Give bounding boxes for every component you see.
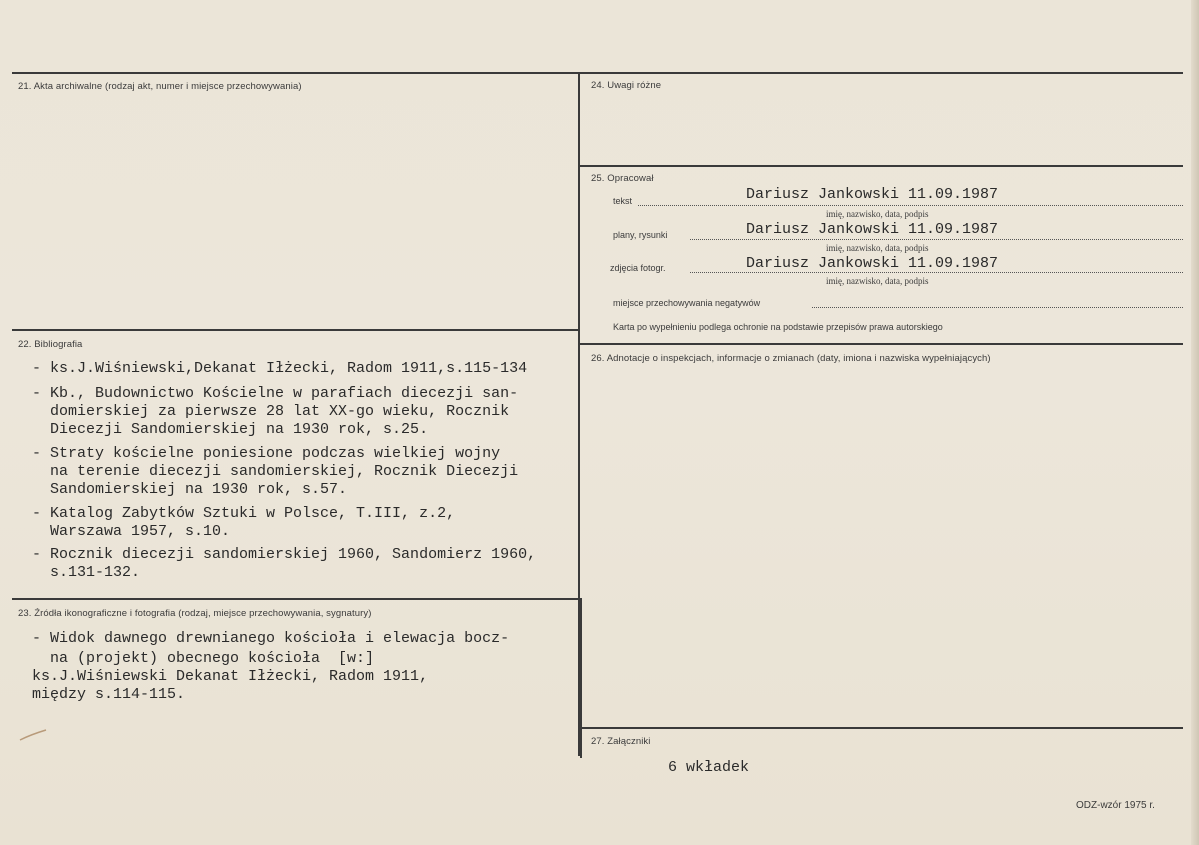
bibliography-line: Sandomierskiej na 1930 rok, s.57. (32, 481, 348, 498)
iconography-line: - Widok dawnego drewnianego kościoła i elewacja bocz- (32, 630, 510, 647)
negatives-label: miejsce przechowywania negatywów (613, 298, 761, 308)
text-row-line (638, 205, 1183, 206)
rule-21-22 (12, 329, 578, 331)
bibliography-line: - ks.J.Wiśniewski,Dekanat Iłżecki, Radom 1911,s.115-134 (32, 360, 528, 377)
bibliography-line: - Rocznik diecezji sandomierskiej 1960, Sandomierz 1960, (32, 546, 537, 563)
protection-note: Karta po wypełnieniu podlega ochronie na podstawie przepisów prawa autorskiego (613, 322, 943, 332)
text-row-label: tekst (613, 196, 633, 206)
photos-row-caption: imię, nazwisko, data, podpis (826, 276, 929, 286)
section-25-label: 25. Opracował (591, 173, 654, 184)
bibliography-line: Warszawa 1957, s.10. (32, 523, 231, 540)
plans-row-line (690, 239, 1183, 240)
rule-26-27 (580, 727, 1183, 729)
section-22-label: 22. Bibliografia (18, 339, 83, 350)
iconography-line: ks.J.Wiśniewski Dekanat Iłżecki, Radom 1911, (32, 668, 429, 685)
section-23-label: 23. Źródła ikonograficzne i fotografia (rodzaj, miejsce przechowywania, sygnatury) (18, 608, 372, 619)
bibliography-line: - Straty kościelne poniesione podczas wielkiej wojny (32, 445, 501, 462)
iconography-line: między s.114-115. (32, 686, 186, 703)
rule-22-23 (12, 598, 578, 600)
bibliography-line: na terenie diecezji sandomierskiej, Rocznik Diecezji (32, 463, 519, 480)
text-row-caption: imię, nazwisko, data, podpis (826, 209, 929, 219)
section-21-label: 21. Akta archiwalne (rodzaj akt, numer i miejsce przechowywania) (18, 81, 302, 92)
negatives-line (812, 307, 1183, 308)
text-row-value: Dariusz Jankowski 11.09.1987 (746, 186, 999, 203)
bibliography-line: s.131-132. (32, 564, 141, 581)
bibliography-line: - Katalog Zabytków Sztuki w Polsce, T.III, z.2, (32, 505, 456, 522)
rule-25-26 (580, 343, 1183, 345)
rule-24-25 (580, 165, 1183, 167)
photos-row-label: zdjęcia fotogr. (610, 263, 666, 273)
form-model-footer: ODZ-wzór 1975 r. (1076, 800, 1155, 811)
plans-row-label: plany, rysunki (613, 230, 668, 240)
top-rule (12, 72, 1183, 74)
section-24-label: 24. Uwagi różne (591, 80, 662, 91)
photos-row-value: Dariusz Jankowski 11.09.1987 (746, 255, 999, 272)
pen-mark-icon (18, 728, 48, 742)
bibliography-line: - Kb., Budownictwo Kościelne w parafiach diecezji san- (32, 385, 519, 402)
attachments-value: 6 wkładek (668, 759, 750, 776)
bibliography-line: domierskiej za pierwsze 28 lat XX-go wieku, Rocznik (32, 403, 510, 420)
bibliography-line: Diecezji Sandomierskiej na 1930 rok, s.25. (32, 421, 429, 438)
card-edge (1191, 0, 1199, 845)
plans-row-caption: imię, nazwisko, data, podpis (826, 243, 929, 253)
iconography-line: na (projekt) obecnego kościoła [w:] (32, 650, 375, 667)
section-27-label: 27. Załączniki (591, 736, 651, 747)
center-divider-lower (580, 598, 582, 758)
plans-row-value: Dariusz Jankowski 11.09.1987 (746, 221, 999, 238)
section-26-label: 26. Adnotacje o inspekcjach, informacje o zmianach (daty, imiona i nazwiska wypełniających) (591, 353, 991, 364)
